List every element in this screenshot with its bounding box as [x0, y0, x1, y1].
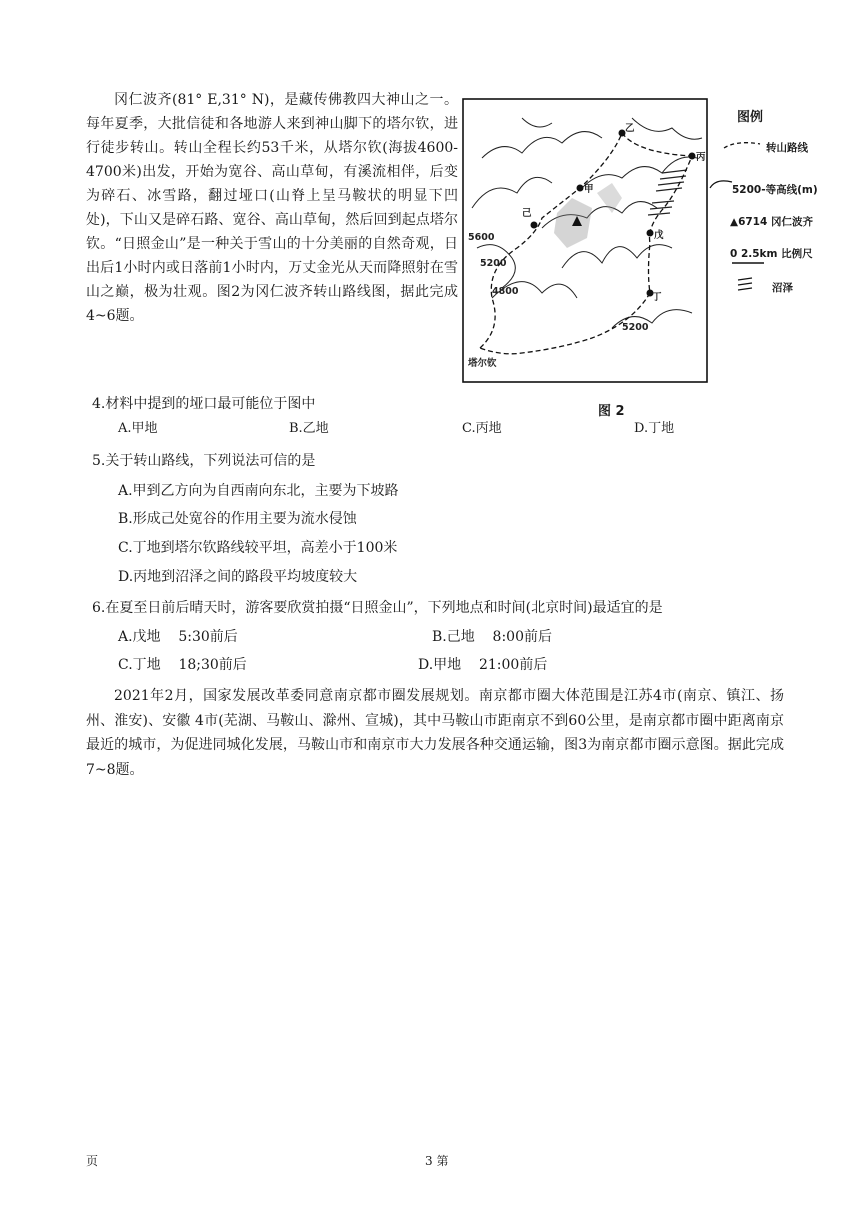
legend-swamp-icon: [736, 276, 754, 294]
point-label-ding: 丁: [652, 292, 662, 303]
point-label-start: 塔尔钦: [468, 358, 497, 369]
legend-scale-label: 0 2.5km 比例尺: [730, 248, 813, 260]
question-4-option-a: A.甲地: [118, 421, 158, 436]
question-5-option-c: C.丁地到塔尔钦路线较平坦，高差小于100米: [118, 540, 398, 556]
material-paragraph-2: 2021年2月，国家发展改革委同意南京都市圈发展规划。南京都市圈大体范围是江苏4市(南京、镇江、扬州、淮安)、安徽 4市(芜湖、马鞍山、滁州、宣城)，其中马鞍山市距南京不到60公里，是南京都市圈中距离南京最近的城市，为促进同城化发展，马鞍山市和南京市大力发展各种交通运输，图3为南京都市圈示意图。据此完成7~8题。: [86, 688, 784, 778]
question-6-option-b: B.己地 8:00前后: [432, 629, 552, 645]
question-5-option-a: A.甲到乙方向为自西南向东北，主要为下坡路: [118, 483, 399, 499]
contour-label-5200a: 5200: [480, 258, 507, 269]
question-4-option-b: B.乙地: [289, 421, 329, 436]
legend-route-icon: [722, 138, 762, 152]
kailash-route-map: [462, 98, 708, 383]
question-6-option-a: A.戊地 5:30前后: [118, 629, 238, 645]
question-4-option-d: D.丁地: [634, 421, 675, 436]
point-label-bing: 丙: [696, 152, 706, 163]
question-4-option-c: C.丙地: [462, 421, 502, 436]
point-label-ji: 己: [522, 208, 532, 219]
legend-contour-icon: [708, 176, 734, 190]
intro-paragraph: 冈仁波齐(81° E,31° N)，是藏传佛教四大神山之一。每年夏季，大批信徒和各地游人来到神山脚下的塔尔钦，进行徒步转山。转山全程长约53千米，从塔尔钦(海拔4600-4700米)出发，开始为宽谷、高山草甸，有溪流相伴，后变为碎石、冰雪路，翻过垭口(山脊上呈马鞍状的明显下凹处)，下山又是碎石路、宽谷、高山草甸，然后回到起点塔尔钦。“日照金山”是一种关于雪山的十分美丽的自然奇观，日出后1小时内或日落前1小时内，万丈金光从天而降照射在雪山之巅，极为壮观。图2为冈仁波齐转山路线图，据此完成4~6题。: [86, 92, 458, 324]
question-5-stem: 5.关于转山路线，下列说法可信的是: [92, 453, 316, 469]
page-number: 3 第: [425, 1154, 449, 1168]
point-label-yi: 乙: [625, 123, 635, 134]
question-6-stem: 6.在夏至日前后晴天时，游客要欣赏拍摄“日照金山”，下列地点和时间(北京时间)最适宜的是: [92, 600, 663, 616]
point-label-wu: 戊: [654, 230, 664, 241]
legend-title: 图例: [737, 110, 764, 125]
contour-label-5200b: 5200: [622, 322, 649, 333]
question-5-option-b: B.形成己处宽谷的作用主要为流水侵蚀: [118, 511, 357, 527]
legend-swamp-label: 沼泽: [772, 282, 793, 294]
question-6-option-d: D.甲地 21:00前后: [418, 657, 548, 673]
legend-route-label: 转山路线: [766, 142, 808, 154]
legend-contour-label: 5200-等高线(m): [732, 184, 818, 196]
contour-label-5600: 5600: [468, 232, 495, 243]
figure-caption: 图 2: [598, 404, 625, 419]
legend-scale-bar-icon: [730, 260, 766, 266]
question-5-option-d: D.丙地到沼泽之间的路段平均坡度较大: [118, 569, 358, 585]
question-4-stem: 4.材料中提到的垭口最可能位于图中: [92, 396, 316, 412]
legend-peak-label: ▲6714 冈仁波齐: [730, 216, 813, 228]
footer-left: 页: [86, 1154, 99, 1168]
question-6-option-c: C.丁地 18;30前后: [118, 657, 247, 673]
point-label-jia: 甲: [584, 184, 594, 195]
contour-label-4800: 4800: [492, 286, 519, 297]
